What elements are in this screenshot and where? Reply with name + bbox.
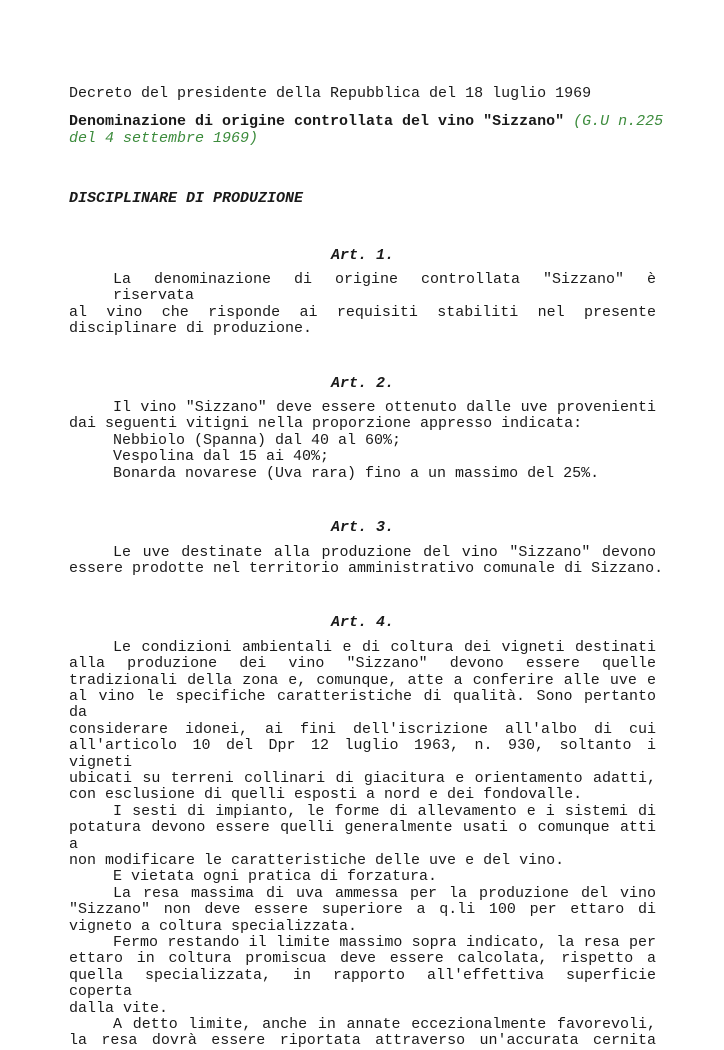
paragraph-line: all'articolo 10 del Dpr 12 luglio 1963, n. 930, soltanto i vigneti (69, 737, 656, 771)
decree-line: Decreto del presidente della Repubblica del 18 luglio 1969 (69, 85, 592, 102)
paragraph-line: A detto limite, anche in annate eccezionalmente favorevoli, (113, 1016, 656, 1034)
paragraph-line: la resa dovrà essere riportata attraverso un'accurata cernita (69, 1032, 656, 1050)
gazzetta-reference: (G.U n.225 (573, 113, 664, 131)
paragraph-line: potatura devono essere quelli generalmente usati o comunque atti a (69, 819, 656, 853)
article-3-heading: Art. 3. (330, 519, 394, 537)
paragraph-line: La denominazione di origine controllata "Sizzano" è riservata (113, 271, 656, 305)
document-page (69, 85, 664, 1050)
paragraph-line: al vino le specifiche caratteristiche di qualità. Sono pertanto da (69, 687, 656, 722)
paragraph-line: al vino che risponde ai requisiti stabiliti nel presente (69, 303, 656, 321)
gazzetta-date: del 4 settembre 1969) (69, 129, 259, 147)
article-2-heading: Art. 2. (330, 374, 394, 392)
paragraph-line: considerare idonei, ai fini dell'iscrizione all'albo di cui (69, 720, 656, 738)
paragraph-line: "Sizzano" non deve essere superiore a q.li 100 per ettaro di (69, 901, 656, 919)
article-3 (69, 519, 664, 577)
grape-variety-item: Vespolina dal 15 ai 40%; (113, 448, 330, 466)
paragraph-line: con esclusione di quelli esposti a nord e dei fondovalle. (69, 786, 583, 804)
paragraph-line: tradizionali della zona e, comunque, atte a conferire alle uve e (69, 671, 656, 689)
paragraph-line: I sesti di impianto, le forme di allevamento e i sistemi di (113, 802, 656, 820)
paragraph-line: quella specializzata, in rapporto all'effettiva superficie coperta (69, 966, 656, 1001)
paragraph-line: La resa massima di uva ammessa per la produzione del vino (113, 884, 656, 902)
paragraph-line: Il vino "Sizzano" deve essere ottenuto dalle uve provenienti (113, 399, 656, 417)
paragraph-line: vigneto a coltura specializzata. (69, 917, 358, 935)
disciplinare-heading: DISCIPLINARE DI PRODUZIONE (69, 190, 304, 208)
paragraph-line: Fermo restando il limite massimo sopra indicato, la resa per (113, 934, 656, 952)
article-4-heading: Art. 4. (330, 614, 394, 632)
article-2 (69, 376, 656, 482)
article-4 (69, 615, 656, 1050)
article-1-heading: Art. 1. (330, 246, 394, 264)
paragraph-line: alla produzione dei vino "Sizzano" devono essere quelle (69, 655, 656, 673)
grape-variety-item: Nebbiolo (Spanna) dal 40 al 60%; (113, 431, 402, 449)
paragraph-line: ettaro in coltura promiscua deve essere calcolata, rispetto a (69, 950, 656, 968)
decree-title-line (69, 113, 664, 131)
paragraph-line: E vietata ogni pratica di forzatura. (113, 868, 438, 886)
article-1 (69, 248, 656, 338)
paragraph-line: dalla vite. (69, 999, 169, 1017)
paragraph-line: Le condizioni ambientali e di coltura dei vigneti destinati (113, 638, 656, 656)
paragraph-line: disciplinare di produzione. (69, 320, 313, 338)
paragraph-line: ubicati su terreni collinari di giacitura e orientamento adatti, (69, 769, 656, 787)
paragraph-line: Le uve destinate alla produzione del vino "Sizzano" devono (113, 543, 656, 561)
paragraph-line: essere prodotte nel territorio amministrativo comunale di Sizzano. (69, 559, 664, 577)
grape-variety-item: Bonarda novarese (Uva rara) fino a un massimo del 25%. (113, 464, 600, 482)
decree-title: Denominazione di origine controllata del vino "Sizzano" (69, 113, 565, 131)
paragraph-line: dai seguenti vitigni nella proporzione appresso indicata: (69, 415, 583, 433)
paragraph-line: non modificare le caratteristiche delle uve e del vino. (69, 852, 565, 869)
